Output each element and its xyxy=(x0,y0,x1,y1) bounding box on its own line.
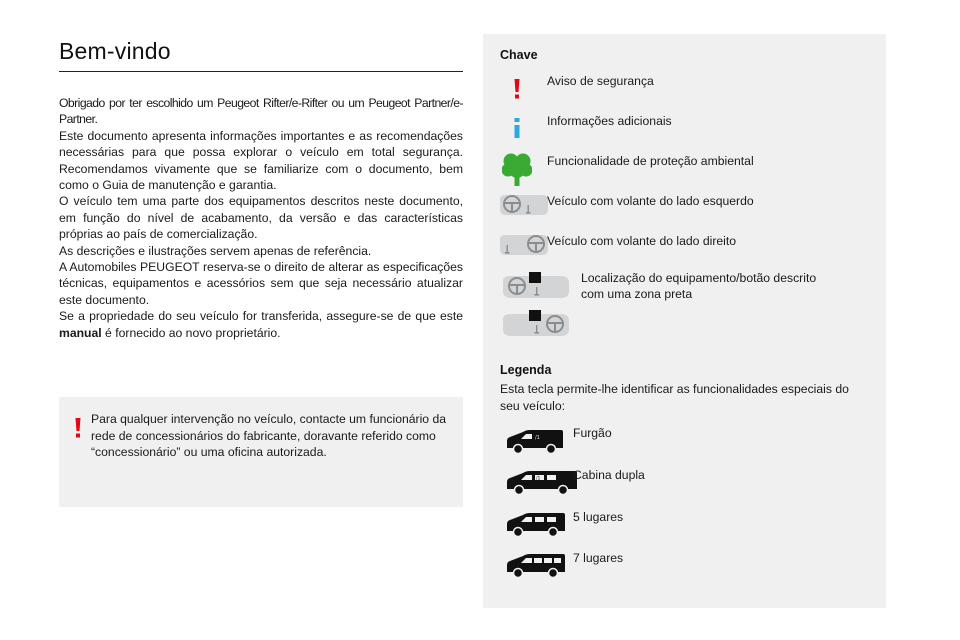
intro-paragraph-1: Obrigado por ter escolhido um Peugeot Rifter/e-Rifter ou um Peugeot Partner/e-Partner. xyxy=(59,96,463,127)
chave-heading: Chave xyxy=(500,48,538,62)
chave-item-eco: Funcionalidade de proteção ambiental xyxy=(547,154,754,168)
intro-paragraph-4: As descrições e ilustrações servem apenas de referência. xyxy=(59,243,372,258)
svg-text:/1: /1 xyxy=(535,435,540,441)
intro-text xyxy=(59,95,463,341)
chave-item-black-zone: Localização do equipamento/botão descrito com uma zona preta xyxy=(581,271,817,302)
info-icon xyxy=(513,118,521,138)
double-cab-van-icon xyxy=(505,466,579,498)
key-legend-panel xyxy=(483,34,886,608)
legenda-heading: Legenda xyxy=(500,363,552,377)
seven-seat-van-icon xyxy=(505,549,567,581)
five-seat-van-icon xyxy=(505,508,567,540)
intro-paragraph-3: O veículo tem uma parte dos equipamentos descritos neste documento, em função do nível de acabamento, da versão e das características próprias ao país de comercialização. xyxy=(59,194,463,242)
svg-text:/1: /1 xyxy=(536,476,541,482)
page-title: Bem-vindo xyxy=(59,38,171,64)
chave-item-safety: Aviso de segurança xyxy=(547,74,654,88)
legenda-description: Esta tecla permite-lhe identificar as funcionalidades especiais do seu veículo: xyxy=(500,382,849,413)
legenda-item-7-seats: 7 lugares xyxy=(573,551,624,565)
right-hand-drive-icon xyxy=(500,231,548,259)
black-zone-dashboard-rhd-icon xyxy=(503,310,569,340)
title-divider xyxy=(59,71,463,72)
legenda-item-double-cab: Cabina dupla xyxy=(573,468,645,482)
intro-paragraph-6 xyxy=(59,308,463,341)
intro-paragraph-2: Este documento apresenta informações importantes e as recomendações necessárias para que possa explorar o veículo em total segurança. Recomendamos vivamente que se familiarize com o documento, bem como o Guia de manutenção e garantia. xyxy=(59,128,463,193)
exclamation-icon xyxy=(74,418,82,438)
intro-paragraph-5: A Automobiles PEUGEOT reserva-se o direito de alterar as especificações técnicas, equipamentos e acessórios sem que seja necessário atualizar este documento. xyxy=(59,260,463,307)
black-zone-dashboard-icon xyxy=(503,272,569,302)
chave-item-lhd: Veículo com volante do lado esquerdo xyxy=(547,194,754,208)
dealer-notice-box xyxy=(59,397,463,507)
left-hand-drive-icon xyxy=(500,191,548,219)
chave-item-info: Informações adicionais xyxy=(547,114,672,128)
chave-item-rhd: Veículo com volante do lado direito xyxy=(547,234,737,248)
legenda-item-van: Furgão xyxy=(573,426,612,440)
van-icon xyxy=(505,426,565,456)
intro-paragraph-6-end: é fornecido ao novo proprietário. xyxy=(101,325,281,340)
intro-paragraph-6-start: Se a propriedade do seu veículo for transferida, assegure-se de que este xyxy=(59,309,463,324)
manual-bold-word: manual xyxy=(59,325,102,340)
tree-icon xyxy=(502,152,532,186)
legenda-item-5-seats: 5 lugares xyxy=(573,510,624,524)
dealer-notice-text: Para qualquer intervenção no veículo, contacte um funcionário da rede de concessionários do fabricante, doravante referido como “concessionário” ou uma oficina autorizada. xyxy=(91,412,447,460)
exclamation-icon xyxy=(513,79,521,99)
left-column xyxy=(59,38,463,65)
